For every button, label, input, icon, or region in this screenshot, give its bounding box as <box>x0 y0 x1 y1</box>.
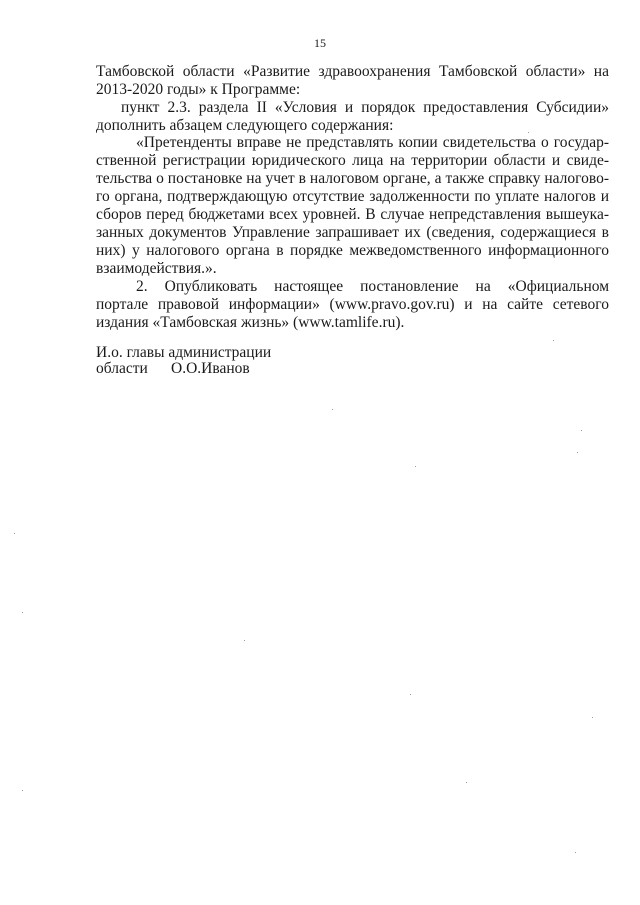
body-line: издания «Тамбовская жизнь» (www.tamlife.ru). <box>96 314 405 331</box>
scan-speck <box>22 790 23 791</box>
body-line: го органа, подтверждающую отсутствие задолженности по уплате налогов и <box>96 188 609 205</box>
scan-speck <box>581 430 582 431</box>
body-line: тельства о постановке на учет в налоговом органе, а также справку налогово- <box>96 170 609 187</box>
signatory-region: области <box>96 360 148 377</box>
body-line: пункт 2.3. раздела II «Условия и порядок предоставления Субсидии» <box>121 99 609 116</box>
body-line: ственной регистрации юридического лица на территории области и свиде- <box>96 152 609 169</box>
scan-speck <box>577 452 578 453</box>
scan-speck <box>244 640 245 641</box>
body-line: взаимодействия.». <box>96 260 217 277</box>
body-line: 2013-2020 годы» к Программе: <box>96 81 301 98</box>
signatory-position: И.о. главы администрации <box>96 344 272 361</box>
body-line: Тамбовской области «Развитие здравоохранения Тамбовской области» на <box>96 63 609 80</box>
page-number: 15 <box>314 36 326 50</box>
body-line: дополнить абзацем следующего содержания: <box>96 117 394 134</box>
signatory-name: О.О.Иванов <box>171 360 250 377</box>
scan-speck <box>553 340 554 341</box>
scan-speck <box>14 533 15 534</box>
body-line: сборов перед бюджетами всех уровней. В случае непредставления вышеука- <box>96 206 609 223</box>
scan-speck <box>332 409 333 410</box>
scan-speck <box>415 466 416 467</box>
scan-speck <box>410 694 411 695</box>
body-line: 2. Опубликовать настоящее постановление на «Официальном <box>136 278 609 295</box>
body-line: «Претенденты вправе не представлять копии свидетельства о государ- <box>136 134 609 151</box>
scan-speck <box>528 132 529 133</box>
scan-speck <box>575 852 576 853</box>
scan-speck <box>22 612 23 613</box>
body-line: портале правовой информации» (www.pravo.gov.ru) и на сайте сетевого <box>96 296 609 313</box>
body-line: занных документов Управление запрашивает их (сведения, содержащиеся в <box>96 224 609 241</box>
scan-speck <box>592 717 593 718</box>
body-line: них) у налогового органа в порядке межведомственного информационного <box>96 242 609 259</box>
scan-speck <box>466 782 467 783</box>
